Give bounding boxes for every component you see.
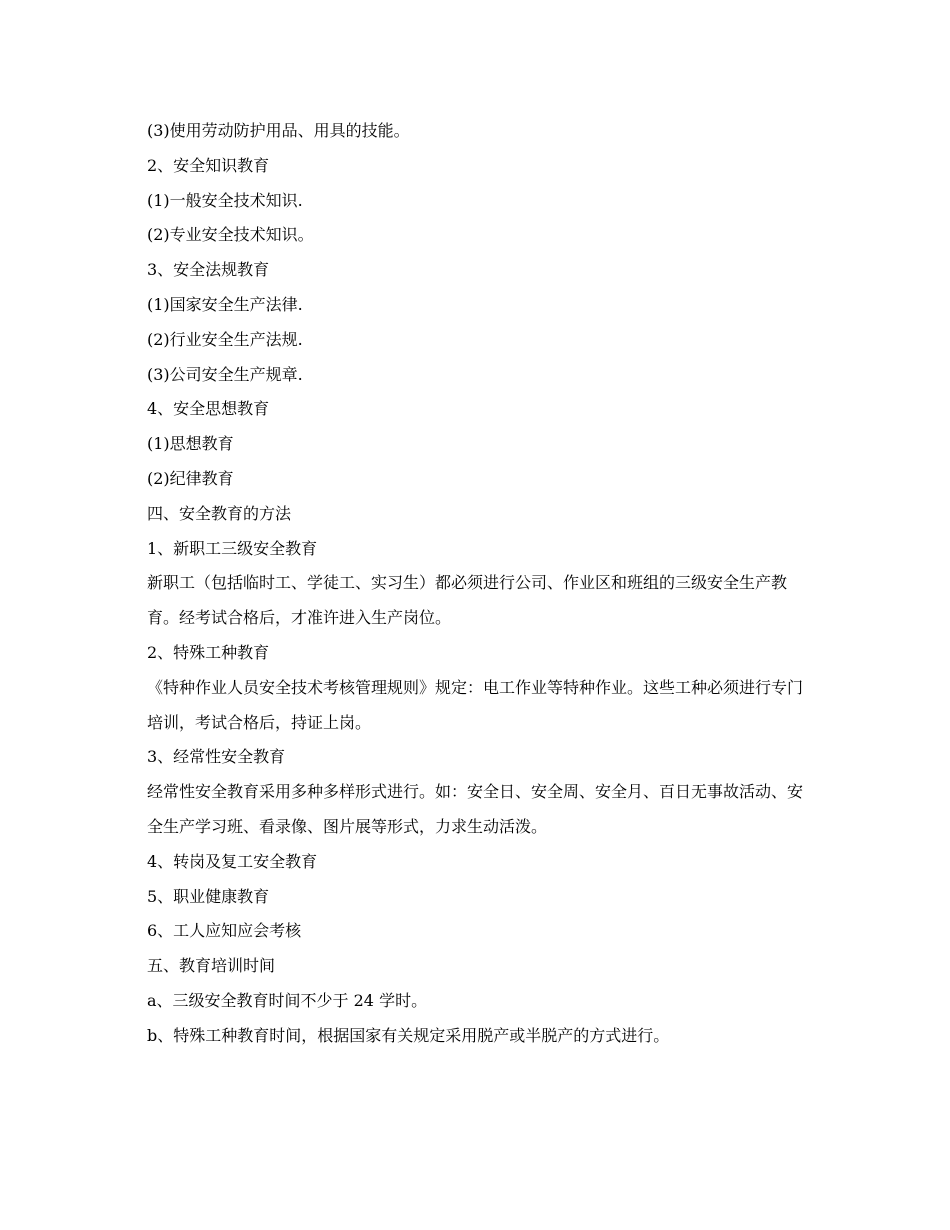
- heading-occupational-health: 5、职业健康教育: [147, 886, 270, 906]
- heading-regular-education: 3、经常性安全教育: [147, 747, 286, 767]
- section-heading-training-time: 五、教育培训时间: [147, 956, 276, 976]
- paragraph-special-trades: 《特种作业人员安全技术考核管理规则》规定：电工作业等特种作业。这些工种必须进行专门培训，考试合格后，持证上岗。: [147, 677, 804, 732]
- document-page: [147, 114, 817, 1054]
- item-discipline-education: (2)纪律教育: [147, 468, 234, 488]
- heading-safety-regulations: 3、安全法规教育: [147, 260, 270, 280]
- item-national-law: (1)国家安全生产法律.: [147, 294, 303, 314]
- item-company-rules: (3)公司安全生产规章.: [147, 364, 303, 384]
- heading-transfer-education: 4、转岗及复工安全教育: [147, 851, 318, 871]
- item-general-tech: (1)一般安全技术知识.: [147, 190, 303, 210]
- heading-new-worker: 1、新职工三级安全教育: [147, 538, 318, 558]
- item-special-trades-time: b、特殊工种教育时间，根据国家有关规定采用脱产或半脱产的方式进行。: [147, 1025, 670, 1045]
- heading-safety-thinking: 4、安全思想教育: [147, 399, 270, 419]
- section-heading-methods: 四、安全教育的方法: [147, 503, 292, 523]
- item-industry-regulation: (2)行业安全生产法规.: [147, 329, 303, 349]
- item-professional-tech: (2)专业安全技术知识。: [147, 225, 314, 245]
- item-thinking-education: (1)思想教育: [147, 434, 234, 454]
- heading-special-trades: 2、特殊工种教育: [147, 642, 270, 662]
- heading-worker-assessment: 6、工人应知应会考核: [147, 921, 302, 941]
- paragraph-regular-education: 经常性安全教育采用多种多样形式进行。如：安全日、安全周、安全月、百日无事故活动、安全生产学习班、看录像、图片展等形式，力求生动活泼。: [147, 782, 804, 836]
- item-ppe-skills: (3)使用劳动防护用品、用具的技能。: [147, 121, 410, 140]
- heading-safety-knowledge: 2、安全知识教育: [147, 155, 270, 175]
- item-three-level-hours: a、三级安全教育时间不少于 24 学时。: [147, 990, 428, 1010]
- paragraph-new-worker: 新职工（包括临时工、学徒工、实习生）都必须进行公司、作业区和班组的三级安全生产教育。经考试合格后，才准许进入生产岗位。: [147, 573, 788, 628]
